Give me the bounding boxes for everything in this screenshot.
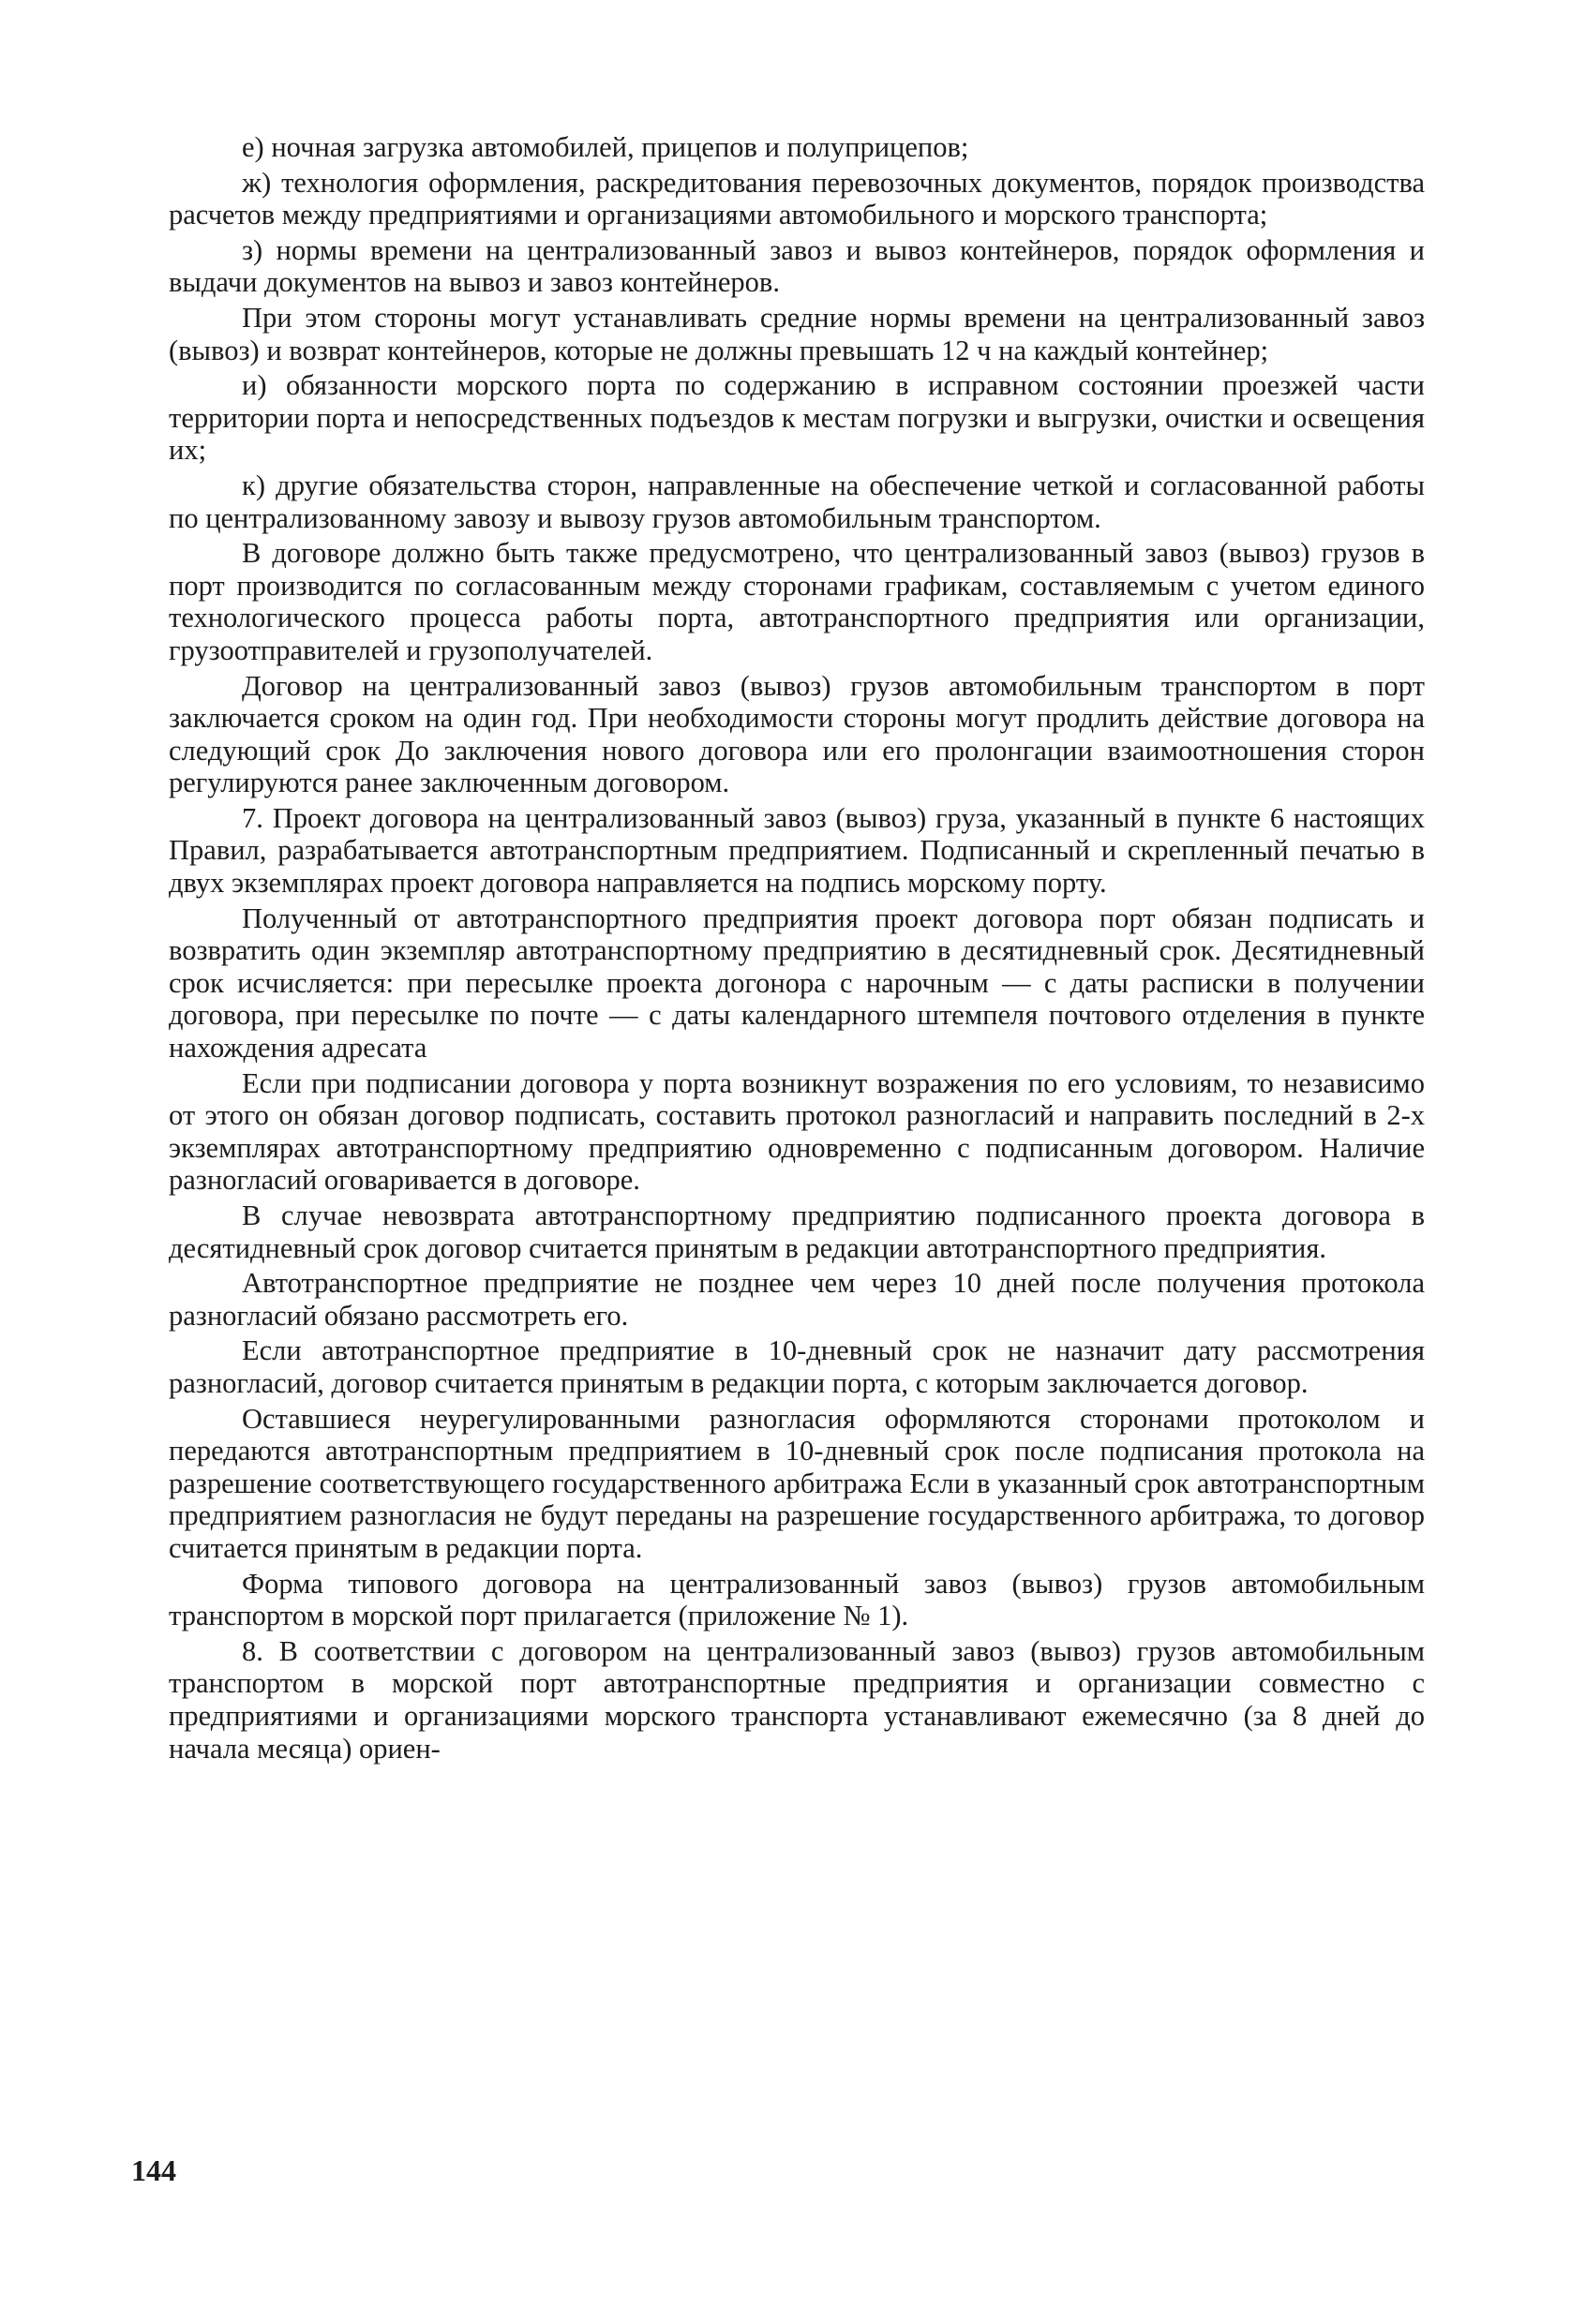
paragraph-section-8: 8. В соответствии с договором на централизованный завоз (вывоз) грузов автомобильным транспортом в морской порт автотранспортные предприятия и организации совместно с предприятиями и организациями морского транспорта устанавливают ежемесячно (за 8 дней до начала месяца) ориен- bbox=[169, 1634, 1425, 1765]
document-body bbox=[169, 131, 1425, 1765]
paragraph-contract-term: Договор на централизованный завоз (вывоз) грузов автомобильным транспортом в порт заключается сроком на один год. При необходимости стороны могут продлить действие договора на следующий срок До заключения нового договора или его пролонгации взаимоотношения сторон регулируются ранее заключенным договором. bbox=[169, 669, 1425, 799]
paragraph-schedule: В договоре должно быть также предусмотрено, что централизованный завоз (вывоз) грузов в порт производится по согласованным между сторонами графикам, составляемым с учетом единого технологического процесса работы порта, автотранспортного предприятия или организации, грузоотправителей и грузополучателей. bbox=[169, 537, 1425, 666]
paragraph-item-e: е) ночная загрузка автомобилей, прицепов и полуприцепов; bbox=[242, 131, 969, 163]
paragraph-standard-form: Форма типового договора на централизованный завоз (вывоз) грузов автомобильным транспортом в морской порт прилагается (приложение № 1). bbox=[169, 1567, 1425, 1632]
paragraph-no-date: Если автотранспортное предприятие в 10-дневный срок не назначит дату рассмотрения разногласий, договор считается принятым в редакции порта, с которым заключается договор. bbox=[169, 1334, 1425, 1399]
paragraph-container-norms: При этом стороны могут устанавливать средние нормы времени на централизованный завоз (вывоз) и возврат контейнеров, которые не должны превышать 12 ч на каждый контейнер; bbox=[169, 301, 1425, 366]
paragraph-item-k: к) другие обязательства сторон, направленные на обеспечение четкой и согласованной работы по централизованному завозу и вывозу грузов автомобильным транспортом. bbox=[169, 469, 1425, 534]
paragraph-section-7: 7. Проект договора на централизованный завоз (вывоз) груза, указанный в пункте 6 настоящих Правил, разрабатывается автотранспортным предприятием. Подписанный и скрепленный печатью в двух экземплярах проект договора направляется на подпись морскому порту. bbox=[169, 801, 1425, 900]
paragraph-item-zh: ж) технология оформления, раскредитования перевозочных документов, порядок производства расчетов между предприятиями и организациями автомобильного и морского транспорта; bbox=[169, 166, 1425, 231]
paragraph-arbitration: Оставшиеся неурегулированными разногласия оформляются сторонами протоколом и передаются автотранспортным предприятием в 10-дневный срок после подписания протокола на разрешение соответствующего государственного арбитража Если в указанный срок автотранспортным предприятием разногласия не будут переданы на разрешение государственного арбитража, то договор считается принятым в редакции порта. bbox=[169, 1402, 1425, 1564]
paragraph-item-i: и) обязанности морского порта по содержанию в исправном состоянии проезжей части территории порта и непосредственных подъездов к местам погрузки и выгрузки, очистки и освещения их; bbox=[169, 369, 1425, 467]
paragraph-non-return: В случае невозврата автотранспортному предприятию подписанного проекта договора в десятидневный срок договор считается принятым в редакции автотранспортного предприятия. bbox=[169, 1199, 1425, 1264]
paragraph-signing-deadline: Полученный от автотранспортного предприятия проект договора порт обязан подписать и возвратить один экземпляр автотранспортному предприятию в десятидневный срок. Десятидневный срок исчисляется: при пересылке проекта догонора с нарочным — с даты расписки в получении договора, при пересылке по почте — с даты календарного штемпеля почтового отделения в пункте нахождения адресата bbox=[169, 901, 1425, 1065]
paragraph-protocol-review: Автотранспортное предприятие не позднее чем через 10 дней после получения протокола разногласий обязано рассмотреть его. bbox=[169, 1267, 1425, 1332]
page-number: 144 bbox=[131, 2153, 176, 2187]
paragraph-item-z: з) нормы времени на централизованный завоз и вывоз контейнеров, порядок оформления и выдачи документов на вывоз и завоз контейнеров. bbox=[169, 233, 1425, 299]
paragraph-objections: Если при подписании договора у порта возникнут возражения по его условиям, то независимо от этого он обязан договор подписать, составить протокол разногласий и направить последний в 2-х экземплярах автотранспортному предприятию одновременно с подписанным договором. Наличие разногласий оговаривается в договоре. bbox=[169, 1066, 1425, 1197]
